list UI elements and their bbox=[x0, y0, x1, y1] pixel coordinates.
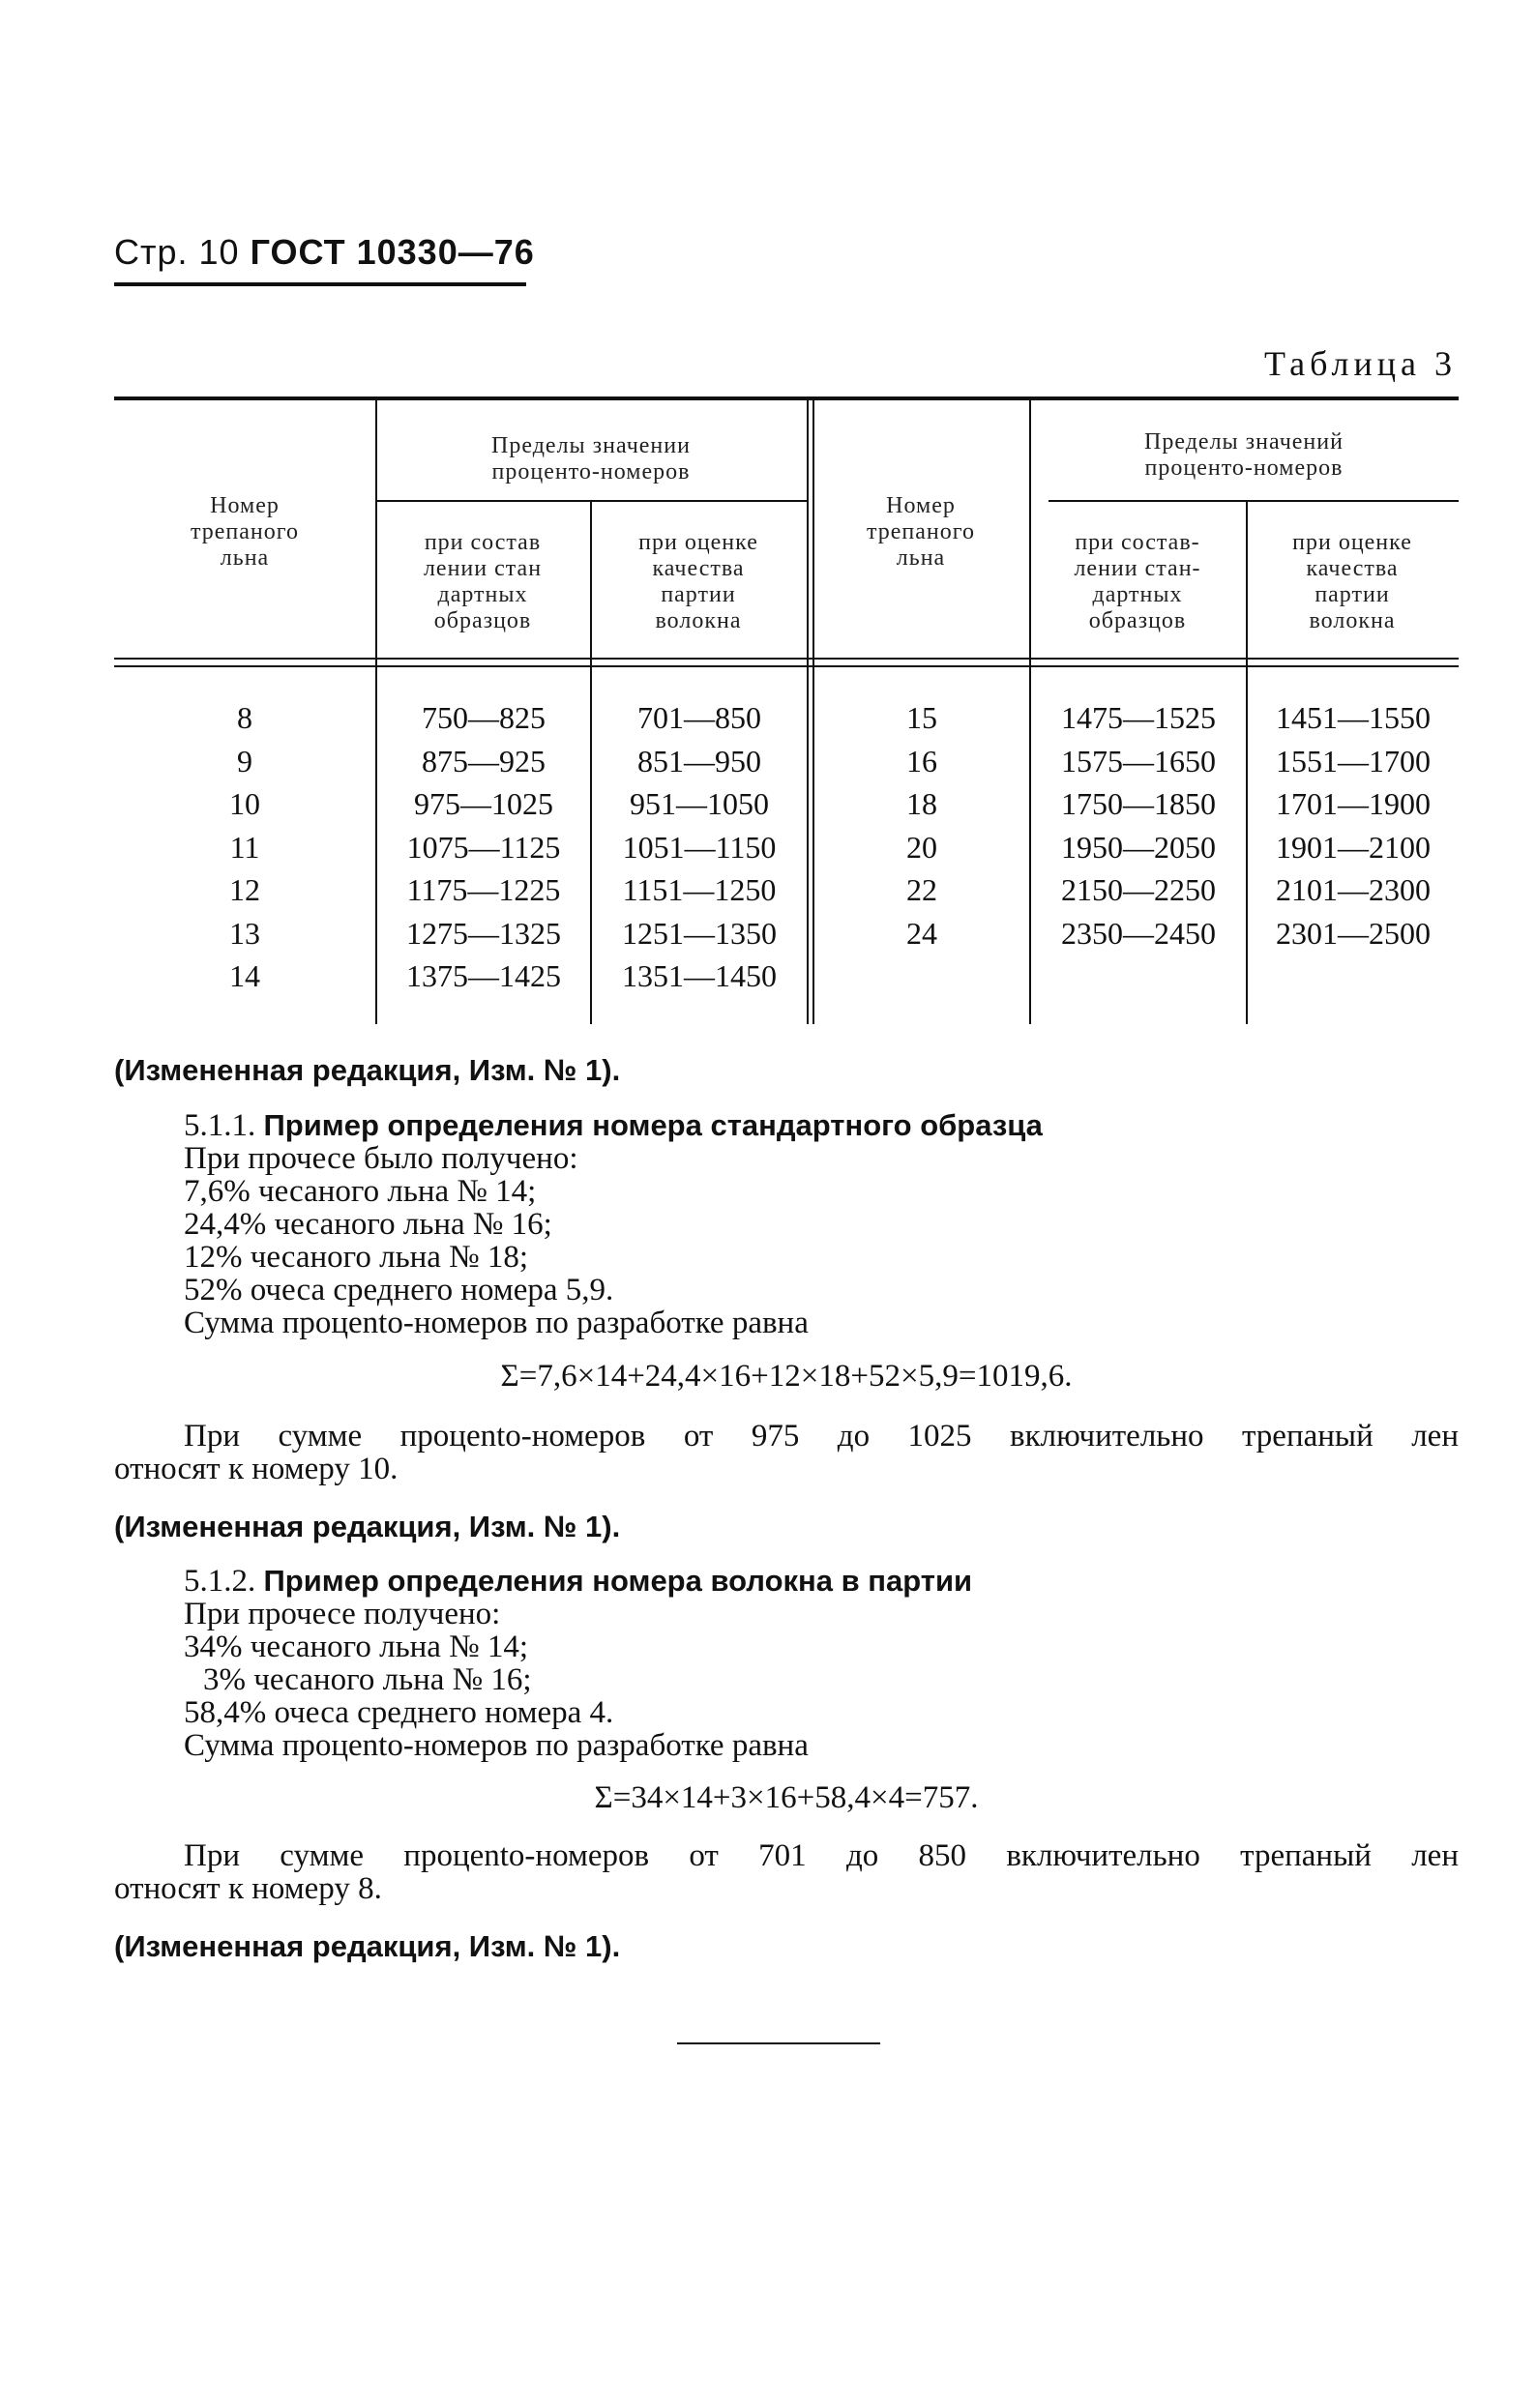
text-line: 3% чесаного льна № 16; bbox=[203, 1662, 532, 1697]
table-cell: 851—950 bbox=[637, 743, 761, 778]
table-cell: 11 bbox=[229, 829, 260, 865]
text-line: относят к номеру 10. bbox=[114, 1452, 399, 1486]
text-line: относят к номеру 8. bbox=[114, 1871, 382, 1906]
table-cell: 1151—1250 bbox=[622, 872, 777, 907]
text-line: 7,6% чесаного льна № 14; bbox=[184, 1174, 537, 1209]
table-cell: 750—825 bbox=[422, 700, 546, 735]
section-number: 5.1.2. bbox=[184, 1564, 256, 1599]
page-label: Стр. 10 bbox=[114, 232, 240, 272]
header-sub-lot-right: при оценке качества партии волокна bbox=[1292, 530, 1412, 633]
header-group-right: Пределы значений проценто-номеров bbox=[1144, 429, 1344, 481]
table-cell: 8 bbox=[237, 700, 252, 735]
table-cell: 2350—2450 bbox=[1061, 915, 1216, 951]
table-cell: 1701—1900 bbox=[1276, 786, 1431, 821]
text-line: 58,4% очеса среднего номера 4. bbox=[184, 1695, 614, 1730]
col-lot-left bbox=[592, 696, 807, 998]
table-cell: 1575—1650 bbox=[1061, 743, 1216, 778]
table-cell: 12 bbox=[229, 872, 260, 907]
table-cell: 1551—1700 bbox=[1276, 743, 1431, 778]
header-sub-standard-left: при состав лении стан дартных образцов bbox=[423, 530, 543, 633]
header-group-left: Пределы значении проценто-номеров bbox=[491, 433, 691, 485]
table-caption: Таблица 3 bbox=[1264, 344, 1457, 383]
text-line: При прочесе получено: bbox=[184, 1597, 501, 1631]
text-line: При прочесе было получено: bbox=[184, 1141, 578, 1176]
text-line: 24,4% чесаного льна № 16; bbox=[184, 1207, 552, 1242]
section-title: Пример определения номера волокна в партии bbox=[263, 1564, 973, 1598]
table-cell: 22 bbox=[906, 872, 937, 907]
table-cell: 16 bbox=[906, 743, 937, 778]
table-cell: 1075—1125 bbox=[406, 829, 561, 865]
header-bottom-rule-2 bbox=[114, 665, 1459, 667]
table-cell: 951—1050 bbox=[630, 786, 769, 821]
section-title: Пример определения номера стандартного образца bbox=[263, 1108, 1043, 1142]
section-number: 5.1.1. bbox=[184, 1108, 256, 1143]
table-cell: 1901—2100 bbox=[1276, 829, 1431, 865]
col-standard-right bbox=[1031, 696, 1246, 954]
table-cell: 15 bbox=[906, 700, 937, 735]
table-cell: 1375—1425 bbox=[406, 958, 561, 993]
section-5-1-2-heading bbox=[184, 1565, 972, 1598]
table-cell: 2150—2250 bbox=[1061, 872, 1216, 907]
table-cell: 1950—2050 bbox=[1061, 829, 1216, 865]
col-standard-left bbox=[377, 696, 590, 998]
revision-note-1: (Измененная редакция, Изм. № 1). bbox=[114, 1053, 621, 1087]
table-cell: 10 bbox=[229, 786, 260, 821]
text-line: 52% очеса среднего номера 5,9. bbox=[184, 1273, 614, 1307]
table-cell: 9 bbox=[237, 743, 252, 778]
table-cell: 24 bbox=[906, 915, 937, 951]
table-cell: 14 bbox=[229, 958, 260, 993]
table-3 bbox=[114, 396, 1459, 1025]
text-line: При сумме процento-номеров от 975 до 1025 включительно трепаный лен bbox=[184, 1419, 1459, 1454]
table-top-rule bbox=[114, 396, 1459, 400]
header-number-left: Номер трепаного льна bbox=[190, 493, 300, 571]
revision-note-2: (Измененная редакция, Изм. № 1). bbox=[114, 1510, 621, 1543]
table-cell: 2301—2500 bbox=[1276, 915, 1431, 951]
header-rule bbox=[114, 282, 526, 286]
table-cell: 18 bbox=[906, 786, 937, 821]
table-cell: 1051—1150 bbox=[622, 829, 777, 865]
header-number-right: Номер трепаного льна bbox=[866, 493, 976, 571]
formula-1: Σ=7,6×14+24,4×16+12×18+52×5,9=1019,6. bbox=[500, 1359, 1073, 1394]
text-line: 34% чесаного льна № 14; bbox=[184, 1630, 529, 1664]
standard-code: ГОСТ 10330—76 bbox=[250, 232, 535, 272]
table-cell: 1451—1550 bbox=[1276, 700, 1431, 735]
table-cell: 1351—1450 bbox=[622, 958, 777, 993]
table-cell: 13 bbox=[229, 915, 260, 951]
table-cell: 1475—1525 bbox=[1061, 700, 1216, 735]
table-cell: 701—850 bbox=[637, 700, 761, 735]
text-line: При сумме процento-номеров от 701 до 850 включительно трепаный лен bbox=[184, 1838, 1459, 1873]
header-sub-lot-left: при оценке качества партии волокна bbox=[638, 530, 758, 633]
vrule-3a bbox=[807, 400, 809, 1024]
col-lot-right bbox=[1248, 696, 1459, 954]
header-sub-standard-right: при состав- лении стан- дартных образцов bbox=[1074, 530, 1201, 633]
page-header bbox=[114, 232, 535, 273]
text-line: 12% чесаного льна № 18; bbox=[184, 1240, 529, 1275]
col-number-left bbox=[114, 696, 375, 998]
table-cell: 20 bbox=[906, 829, 937, 865]
formula-2: Σ=34×14+3×16+58,4×4=757. bbox=[594, 1780, 979, 1815]
table-cell: 1175—1225 bbox=[406, 872, 561, 907]
end-rule bbox=[677, 2042, 880, 2044]
text-line: Сумма процento-номеров по разработке равна bbox=[184, 1728, 809, 1763]
section-5-1-1-heading bbox=[184, 1109, 1043, 1142]
col-number-right bbox=[814, 696, 1029, 954]
group-rule-right bbox=[1049, 500, 1459, 502]
table-cell: 1251—1350 bbox=[622, 915, 777, 951]
table-cell: 2101—2300 bbox=[1276, 872, 1431, 907]
table-cell: 975—1025 bbox=[414, 786, 553, 821]
table-cell: 875—925 bbox=[422, 743, 546, 778]
table-cell: 1750—1850 bbox=[1061, 786, 1216, 821]
header-bottom-rule-1 bbox=[114, 658, 1459, 660]
revision-note-3: (Измененная редакция, Изм. № 1). bbox=[114, 1929, 621, 1963]
table-cell: 1275—1325 bbox=[406, 915, 561, 951]
text-line: Сумма процento-номеров по разработке равна bbox=[184, 1306, 809, 1340]
